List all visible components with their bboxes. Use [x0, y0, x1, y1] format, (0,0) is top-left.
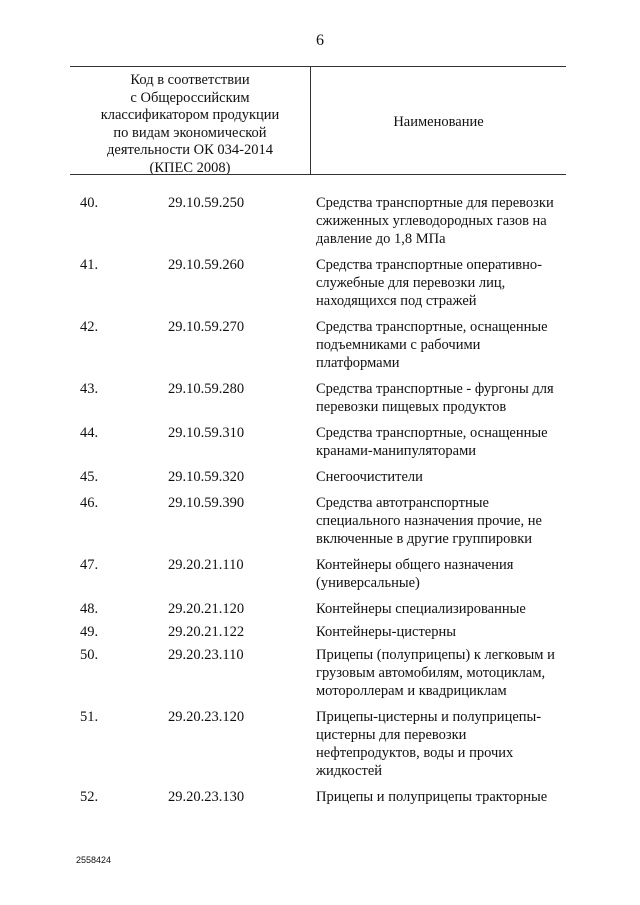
row-name: Прицепы и полуприцепы тракторные	[316, 789, 548, 805]
table-row	[0, 623, 640, 641]
code-header-line: по видам экономической	[113, 124, 267, 141]
table-row	[0, 556, 640, 592]
row-number: 44.	[80, 425, 99, 441]
row-number: 50.	[80, 647, 99, 663]
row-code: 29.10.59.310	[168, 425, 245, 441]
row-code: 29.10.59.320	[168, 469, 245, 485]
row-name: Средства транспортные для перевозки сжиженных углеводородных газов на давление до 1,8 МПа	[316, 195, 554, 247]
row-name: Контейнеры специализированные	[316, 601, 526, 617]
code-header-line: классификатором продукции	[100, 107, 280, 124]
table-top-rule	[70, 66, 566, 67]
row-name: Средства транспортные оперативно-служебные для перевозки лиц, находящихся под стражей	[316, 257, 542, 309]
table-row	[0, 468, 640, 486]
row-code: 29.20.21.120	[168, 601, 245, 617]
table-row	[0, 194, 640, 248]
row-number: 47.	[80, 557, 99, 573]
table-body	[0, 194, 640, 814]
table-row	[0, 600, 640, 618]
row-name: Средства автотранспортные специального назначения прочие, не включенные в другие группировки	[316, 495, 542, 547]
row-number: 48.	[80, 601, 99, 617]
table-row	[0, 424, 640, 460]
table-row	[0, 380, 640, 416]
row-number: 43.	[80, 381, 99, 397]
row-name: Снегоочистители	[316, 469, 423, 485]
code-column-header	[70, 72, 310, 178]
row-number: 49.	[80, 624, 99, 640]
row-name: Контейнеры общего назначения (универсальные)	[316, 557, 514, 591]
row-name: Контейнеры-цистерны	[316, 624, 456, 640]
row-code: 29.20.23.130	[168, 789, 245, 805]
table-row	[0, 788, 640, 806]
row-name: Прицепы (полуприцепы) к легковым и грузовым автомобилям, мотоциклам, мотороллерам и квадрициклам	[316, 647, 555, 699]
code-header-line: с Общероссийским	[130, 89, 250, 106]
row-code: 29.20.23.120	[168, 709, 245, 725]
page-number: 6	[316, 32, 324, 49]
row-name: Прицепы-цистерны и полуприцепы-цистерны для перевозки нефтепродуктов, воды и прочих жидкостей	[316, 709, 542, 779]
document-id: 2558424	[76, 855, 112, 865]
table-row	[0, 256, 640, 310]
table-header-rule	[70, 174, 566, 175]
table-row	[0, 708, 640, 780]
row-code: 29.10.59.270	[168, 319, 245, 335]
row-number: 42.	[80, 319, 99, 335]
row-number: 41.	[80, 257, 99, 273]
row-code: 29.20.21.122	[168, 624, 245, 640]
row-number: 46.	[80, 495, 99, 511]
row-number: 40.	[80, 195, 99, 211]
row-name: Средства транспортные - фургоны для перевозки пищевых продуктов	[316, 381, 554, 415]
row-number: 45.	[80, 469, 99, 485]
row-code: 29.10.59.250	[168, 195, 245, 211]
row-number: 52.	[80, 789, 99, 805]
code-header-line: Код в соответствии	[130, 72, 250, 88]
code-header-line: деятельности ОК 034-2014	[107, 142, 273, 159]
row-name: Средства транспортные, оснащенные кранами-манипуляторами	[316, 425, 548, 459]
row-code: 29.20.21.110	[168, 557, 244, 573]
row-code: 29.10.59.280	[168, 381, 245, 397]
row-code: 29.10.59.260	[168, 257, 245, 273]
table-row	[0, 646, 640, 700]
row-code: 29.10.59.390	[168, 495, 245, 511]
row-number: 51.	[80, 709, 99, 725]
name-column-header: Наименование	[393, 114, 484, 130]
table-row	[0, 318, 640, 372]
row-name: Средства транспортные, оснащенные подъемниками с рабочими платформами	[316, 319, 548, 371]
row-code: 29.20.23.110	[168, 647, 244, 663]
table-header	[70, 66, 566, 176]
table-row	[0, 494, 640, 548]
code-header-line: (КПЕС 2008)	[149, 159, 231, 176]
